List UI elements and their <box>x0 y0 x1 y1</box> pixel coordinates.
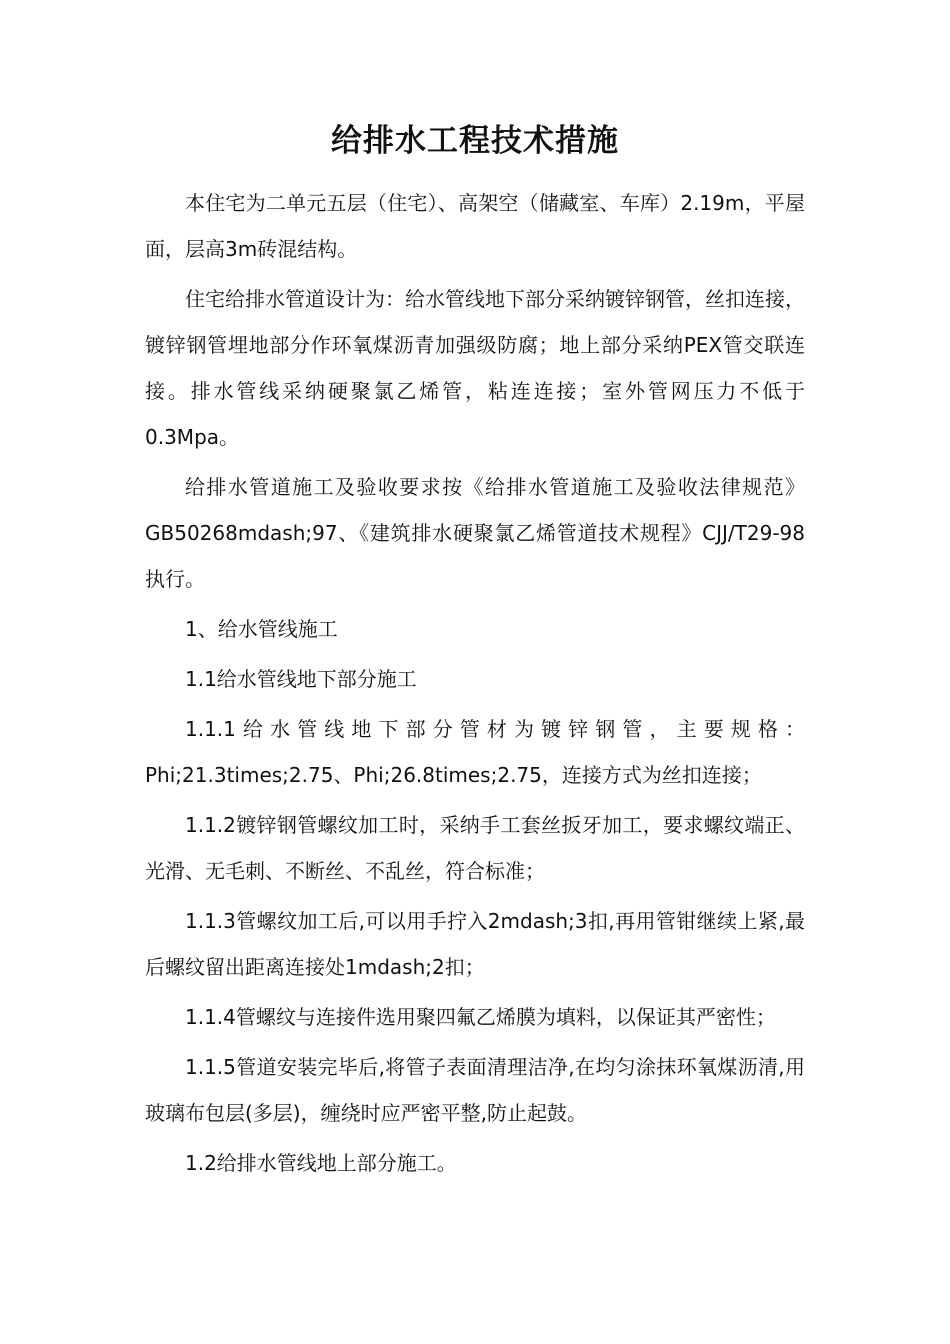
document-title: 给排水工程技术措施 <box>331 123 619 159</box>
paragraph-acceptance-standards: 给排水管道施工及验收要求按《给排水管道施工及验收法律规范》GB50268mdash;97、《建筑排水硬聚氯乙烯管道技术规程》CJJ/T29-98执行。 <box>145 475 805 591</box>
paragraph-1-1-5: 1.1.5管道安装完毕后,将管子表面清理洁净,在均匀涂抹环氧煤沥清,用玻璃布包层(多层)，缠绕时应严密平整,防止起鼓。 <box>145 1055 805 1125</box>
subsection-heading-aboveground: 1.2给排水管线地上部分施工。 <box>185 1151 457 1175</box>
paragraph-1-1-2: 1.1.2镀锌钢管螺纹加工时，采纳手工套丝扳牙加工，要求螺纹端正、光滑、无毛刺、不断丝、不乱丝，符合标准； <box>145 813 805 883</box>
subsection-heading-underground: 1.1给水管线地下部分施工 <box>185 667 417 691</box>
paragraph-1-1-3: 1.1.3管螺纹加工后,可以用手拧入2mdash;3扣,再用管钳继续上紧,最后螺纹留出距离连接处1mdash;2扣； <box>145 909 805 979</box>
paragraph-pipe-design: 住宅给排水管道设计为：给水管线地下部分采纳镀锌钢管，丝扣连接，镀锌钢管埋地部分作环氧煤沥青加强级防腐；地上部分采纳PEX管交联连接。排水管线采纳硬聚氯乙烯管，粘连连接；室外管网压力不低于0.3Mpa。 <box>145 287 805 449</box>
paragraph-1-1-1: 1.1.1给水管线地下部分管材为镀锌钢管，主要规格：Phi;21.3times;2.75、Phi;26.8times;2.75，连接方式为丝扣连接； <box>145 717 805 787</box>
document-body <box>145 180 805 1190</box>
paragraph-building-overview: 本住宅为二单元五层（住宅）、高架空（储藏室、车库）2.19m，平屋面，层高3m砖混结构。 <box>145 191 805 261</box>
paragraph-1-1-4: 1.1.4管螺纹与连接件选用聚四氟乙烯膜为填料，以保证其严密性； <box>185 1005 776 1029</box>
section-heading-water-supply: 1、给水管线施工 <box>185 617 338 641</box>
